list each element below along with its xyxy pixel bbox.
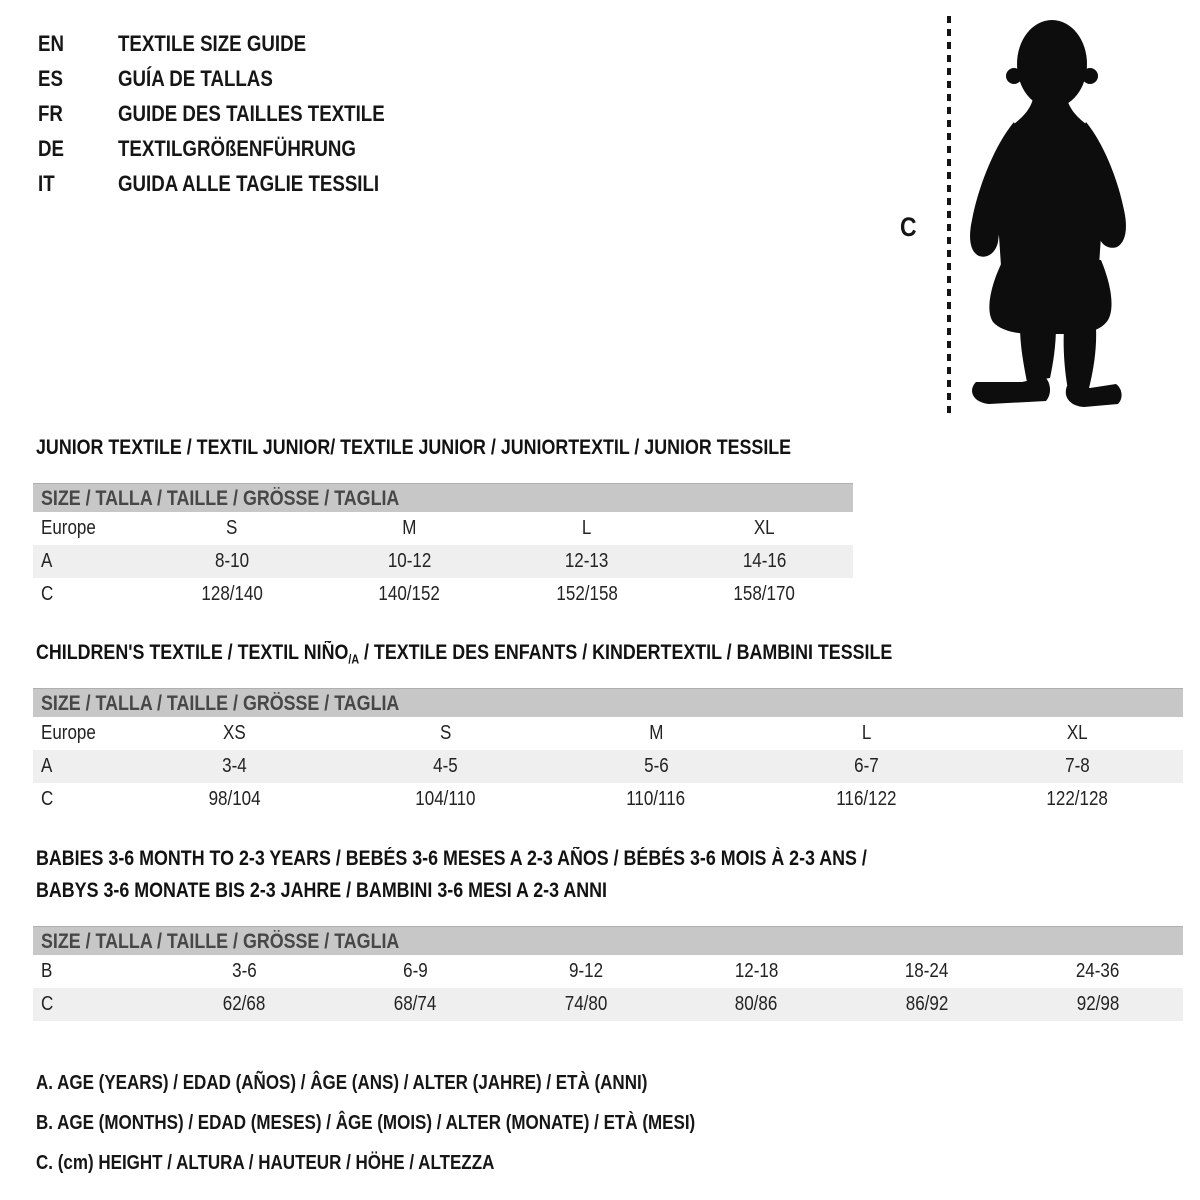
- height-value: 128/140: [201, 583, 263, 605]
- height-measure-label: C: [900, 212, 917, 242]
- language-code: IT: [38, 170, 55, 196]
- measure-legend: [36, 1063, 812, 1183]
- language-code: FR: [38, 100, 63, 126]
- table-row-europe: [33, 512, 853, 545]
- age-value: 7-8: [1065, 755, 1090, 777]
- height-value: 158/170: [733, 583, 795, 605]
- height-value: 116/122: [836, 788, 897, 810]
- height-value: 122/128: [1046, 788, 1109, 810]
- size-value: XL: [1067, 722, 1088, 744]
- table-row-months: [33, 955, 1183, 988]
- size-value: XS: [223, 722, 246, 744]
- row-label: A: [41, 755, 53, 777]
- months-value: 9-12: [568, 960, 603, 982]
- language-code: ES: [38, 65, 63, 91]
- language-row-es: [38, 61, 432, 96]
- junior-section-heading: JUNIOR TEXTILE / TEXTIL JUNIOR/ TEXTILE JUNIOR / JUNIORTEXTIL / JUNIOR TESSILE: [36, 436, 792, 459]
- months-value: 6-9: [402, 960, 428, 982]
- months-value: 12-18: [734, 960, 779, 982]
- language-title: GUIDE DES TAILLES TEXTILE: [118, 100, 385, 126]
- months-value: 3-6: [232, 960, 257, 982]
- size-value: L: [862, 722, 872, 744]
- babies-section-heading: BABIES 3-6 MONTH TO 2-3 YEARS / BEBÉS 3-6 MESES A 2-3 AÑOS / BÉBÉS 3-6 MOIS À 2-3 ANS / BABYS 3-6 MONATE BIS 2-3 JAHRE / BAMBINI 3-6 MESI A 2-3 ANNI: [36, 847, 867, 902]
- language-title: GUÍA DE TALLAS: [118, 65, 273, 91]
- size-value: M: [648, 722, 664, 744]
- age-value: 4-5: [432, 755, 458, 777]
- height-value: 74/80: [564, 993, 607, 1015]
- age-value: 3-4: [222, 755, 247, 777]
- age-value: 8-10: [214, 550, 249, 572]
- language-row-de: [38, 131, 432, 166]
- age-value: 6-7: [854, 755, 880, 777]
- size-value: XL: [753, 517, 775, 539]
- table-row-age: [33, 545, 853, 578]
- language-code: EN: [38, 30, 64, 56]
- table-row-height: [33, 783, 1183, 816]
- row-label: Europe: [41, 517, 96, 539]
- size-header-bar: SIZE / TALLA / TAILLE / GRÖSSE / TAGLIA: [33, 688, 1183, 717]
- junior-size-table: [33, 483, 853, 611]
- row-label: B: [41, 960, 53, 982]
- language-title: GUIDA ALLE TAGLIE TESSILI: [118, 170, 380, 196]
- size-value: M: [402, 517, 417, 539]
- height-value: 98/104: [208, 788, 261, 810]
- row-label: C: [41, 788, 54, 810]
- row-label: Europe: [41, 722, 96, 744]
- legend-line-b: B. AGE (MONTHS) / EDAD (MESES) / ÂGE (MOIS) / ALTER (MONATE) / ETÀ (MESI): [36, 1112, 696, 1134]
- size-value: L: [582, 517, 592, 539]
- size-value: S: [226, 517, 238, 539]
- toddler-silhouette-icon: [964, 14, 1136, 418]
- height-value: 110/116: [626, 788, 686, 810]
- children-size-table: [33, 688, 1183, 816]
- row-label: C: [41, 993, 54, 1015]
- age-value: 14-16: [742, 550, 786, 572]
- language-row-fr: [38, 96, 432, 131]
- table-row-age: [33, 750, 1183, 783]
- row-label: C: [41, 583, 54, 605]
- height-value: 62/68: [223, 993, 266, 1015]
- height-value: 92/98: [1076, 993, 1119, 1015]
- table-row-height: [33, 988, 1183, 1021]
- height-value: 104/110: [415, 788, 476, 810]
- size-header-bar: SIZE / TALLA / TAILLE / GRÖSSE / TAGLIA: [33, 926, 1183, 955]
- language-row-en: [38, 26, 432, 61]
- age-value: 5-6: [643, 755, 669, 777]
- language-title: TEXTILE SIZE GUIDE: [118, 30, 307, 56]
- height-value: 86/92: [905, 993, 949, 1015]
- babies-size-table: [33, 926, 1183, 1021]
- height-value: 68/74: [393, 993, 437, 1015]
- height-value: 140/152: [378, 583, 440, 605]
- height-value: 80/86: [735, 993, 778, 1015]
- age-value: 10-12: [387, 550, 431, 572]
- size-value: S: [439, 722, 451, 744]
- size-header-bar: SIZE / TALLA / TAILLE / GRÖSSE / TAGLIA: [33, 483, 853, 512]
- table-row-height: [33, 578, 853, 611]
- legend-line-c: C. (cm) HEIGHT / ALTURA / HAUTEUR / HÖHE / ALTEZZA: [36, 1152, 495, 1174]
- children-section-heading: CHILDREN'S TEXTILE / TEXTIL $NIÑO_{/A}$ / TEXTILE DES ENFANTS / KINDERTEXTIL / BAMBINI TESSILE: [36, 641, 893, 667]
- language-code: DE: [38, 135, 64, 161]
- language-title: TEXTILGRÖßENFÜHRUNG: [118, 135, 356, 161]
- language-row-it: [38, 166, 432, 201]
- table-row-europe: [33, 717, 1183, 750]
- months-value: 24-36: [1075, 960, 1120, 982]
- height-measure-dashed-line: [946, 16, 952, 418]
- row-label: A: [41, 550, 53, 572]
- legend-line-a: A. AGE (YEARS) / EDAD (AÑOS) / ÂGE (ANS) / ALTER (JAHRE) / ETÀ (ANNI): [36, 1072, 648, 1094]
- age-value: 12-13: [565, 550, 609, 572]
- heading-subscript: /A: [348, 652, 360, 667]
- height-value: 152/158: [556, 583, 618, 605]
- language-title-list: [38, 26, 432, 201]
- months-value: 18-24: [905, 960, 949, 982]
